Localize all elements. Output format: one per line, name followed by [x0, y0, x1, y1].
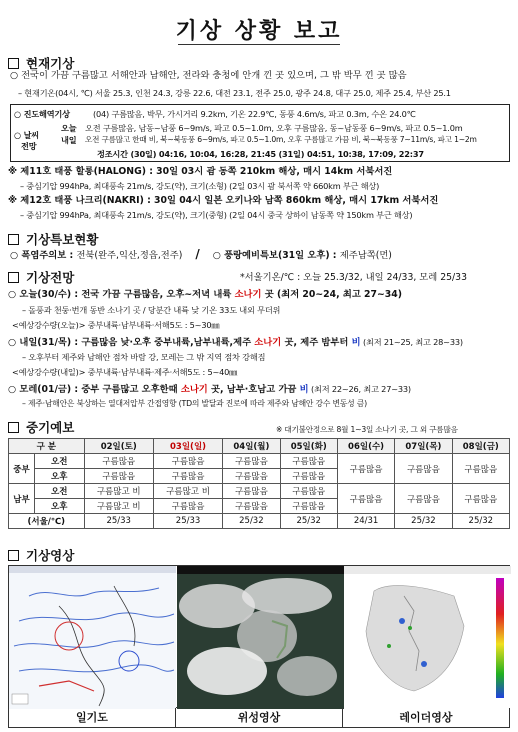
checkbox-icon — [8, 422, 19, 433]
table-cell: 구름많음 — [153, 499, 222, 514]
typhoon-12-detail: – 중심기압 994hPa, 최대풍속 21m/s, 강도(약), 크기(중형) (2일 04시 중국 상하이 남동쪽 약 150km 부근 해상) — [20, 210, 413, 220]
page-title: 기상 상황 보고 — [175, 19, 343, 44]
period-label: 오전 — [35, 484, 85, 499]
table-cell: 구름많음 — [280, 469, 337, 484]
table-cell: 구름많음 — [153, 454, 222, 469]
table-row — [9, 484, 510, 499]
outlook-tomorrow-sub: – 오후부터 제주와 남해안 점차 바람 강, 모레는 그 밖 지역 점차 강해짐 — [22, 352, 266, 362]
image-panel — [8, 565, 510, 708]
checkbox-icon — [8, 272, 19, 283]
caption-satellite: 위성영상 — [176, 708, 343, 727]
table-row — [9, 514, 510, 529]
divider: / — [195, 247, 200, 261]
table-cell: 25/32 — [452, 514, 509, 529]
tomorrow-text: 오전 구름많고 한때 비, 북~북동풍 6~9m/s, 파고 0.5~1.0m, 오후 구름많고 가끔 비, 북~북동풍 7~11m/s, 파고 1~2m — [85, 135, 477, 144]
table-cell: 구름많음 — [223, 484, 280, 499]
table-cell: 구름많음 — [395, 454, 452, 484]
region-label: 중부 — [9, 454, 35, 484]
table-cell: 구름많음 — [452, 484, 509, 514]
image-captions — [8, 708, 510, 728]
tide-times: 정조시간 (30일) 04:16, 10:04, 16:28, 21:45 (31일) 04:51, 10:38, 17:09, 22:37 — [97, 149, 424, 159]
outlook-tomorrow: ○ 내일(31/목) : 구름많음 낮·오후 중부내륙,남부내륙,제주 소나기 곳, 제주 밤부터 비 (최저 21~25, 최고 28~33) — [8, 337, 463, 348]
day-header: 02일(토) — [84, 439, 153, 454]
table-cell: 24/31 — [337, 514, 394, 529]
midterm-table — [8, 438, 510, 529]
day-header: 05일(화) — [280, 439, 337, 454]
table-cell: 구름많음 — [280, 454, 337, 469]
satellite-image — [177, 566, 344, 709]
table-cell: 구름많음 — [337, 484, 394, 514]
jindo-head: ○ 진도해역기상 — [14, 109, 70, 119]
period-label: 오전 — [35, 454, 85, 469]
section-current: 현재기상 — [8, 54, 74, 72]
table-cell: 구름많음 — [84, 454, 153, 469]
day-header: 06일(수) — [337, 439, 394, 454]
table-cell: 25/33 — [153, 514, 222, 529]
wind-value: 제주남쪽(먼) — [339, 250, 392, 261]
caption-radar: 레이더영상 — [399, 711, 453, 724]
tomorrow-label: 내일 — [61, 135, 77, 145]
heat-value: 전북(완주,익산,정읍,전주) — [76, 250, 183, 261]
outlook-today-rain: <예상강수량(오늘)> 중부내륙·남부내륙·서해5도 : 5~30㎜ — [12, 320, 220, 330]
heat-label: ○ 폭염주의보 : — [10, 250, 77, 261]
checkbox-icon — [8, 550, 19, 561]
header-corner: 구 분 — [9, 439, 85, 454]
table-cell: 구름많음 — [280, 499, 337, 514]
table-cell: 25/33 — [84, 514, 153, 529]
jindo-obs: (04) 구름많음, 박무, 가시거리 9.2km, 기온 22.9℃, 동풍 4.6m/s, 파고 0.3m, 수온 24.0℃ — [93, 109, 416, 119]
forecast-head: ○ 날씨 — [14, 130, 40, 140]
temp-label: (서울/℃) — [9, 514, 85, 529]
section-special: 기상특보현황 — [8, 230, 98, 248]
table-cell: 25/32 — [395, 514, 452, 529]
table-cell: 구름많음 — [337, 454, 394, 484]
table-cell: 구름많음 — [153, 469, 222, 484]
table-cell: 구름많고 비 — [84, 499, 153, 514]
caption-weather-chart: 일기도 — [9, 708, 176, 727]
table-cell: 구름많고 비 — [153, 484, 222, 499]
table-row — [9, 454, 510, 469]
table-cell: 구름많음 — [395, 484, 452, 514]
weather-chart-image — [9, 566, 176, 709]
table-cell: 구름많음 — [280, 484, 337, 499]
period-label: 오후 — [35, 469, 85, 484]
typhoon-11-detail: – 중심기압 994hPa, 최대풍속 21m/s, 강도(약), 크기(소형) (2일 03시 괌 북서쪽 약 660km 부근 해상) — [20, 181, 380, 191]
forecast-head2: 전망 — [21, 141, 37, 151]
table-cell: 25/32 — [223, 514, 280, 529]
checkbox-icon — [8, 234, 19, 245]
table-cell: 구름많음 — [223, 499, 280, 514]
typhoon-12: ※ 제12호 태풍 나크리(NAKRI) : 30일 04시 일본 오키나와 남쪽 860km 해상, 매시 17km 서북서진 — [8, 195, 439, 206]
table-cell: 구름많고 비 — [84, 484, 153, 499]
section-outlook: 기상전망 — [8, 268, 74, 286]
day-header: 03일(일) — [153, 439, 222, 454]
current-summary: ○ 전국이 가끔 구름많고 서해안과 남해안, 전라와 충청에 안개 낀 곳 있으며, 그 밖 박무 낀 곳 많음 — [10, 70, 407, 81]
today-label: 오늘 — [61, 123, 77, 133]
jindo-box — [10, 104, 510, 162]
outlook-today: ○ 오늘(30/수) : 전국 가끔 구름많음, 오후~저녁 내륙 소나기 곳 (최저 20~24, 최고 27~34) — [8, 289, 402, 300]
special-line — [10, 248, 392, 262]
current-temps: – 현재기온(04시, ℃) 서울 25.3, 인천 24.3, 강릉 22.6, 대전 23.1, 전주 25.0, 광주 24.8, 대구 25.0, 제주 25.4, 부산 25.1 — [18, 88, 451, 98]
section-images: 기상영상 — [8, 546, 74, 564]
title-underline — [178, 44, 340, 45]
table-cell: 25/32 — [280, 514, 337, 529]
table-header — [9, 439, 510, 454]
outlook-dayafter-sub: – 제주·남해안은 북상하는 열대저압부 간접영향 (TD의 발달과 진로에 따라 제주와 남해안 강수 변동성 큼) — [22, 399, 367, 408]
wind-label: ○ 풍랑예비특보(31일 오후) : — [212, 250, 340, 261]
seoul-temp: *서울기온/℃ : 오늘 25.3/32, 내일 24/33, 모레 25/33 — [240, 272, 468, 283]
table-cell: 구름많음 — [452, 454, 509, 484]
today-text: 오전 구름많음, 남동~남풍 6~9m/s, 파고 0.5~1.0m, 오후 구름많음, 동~남동풍 6~9m/s, 파고 0.5~1.0m — [85, 123, 463, 133]
outlook-tomorrow-rain: <예상강수량(내일)> 중부내륙·남부내륙·제주·서해5도 : 5~40㎜ — [12, 367, 238, 377]
table-cell: 구름많음 — [223, 454, 280, 469]
table-cell: 구름많음 — [223, 469, 280, 484]
radar-image — [344, 566, 511, 709]
day-header: 04일(월) — [223, 439, 280, 454]
day-header: 07일(목) — [395, 439, 452, 454]
outlook-today-sub: – 돌풍과 천둥·번개 동반 소나기 곳 / 당분간 내륙 낮 기온 33도 내외 무더위 — [22, 305, 281, 315]
outlook-dayafter: ○ 모레(01/금) : 중부 구름많고 오후한때 소나기 곳, 남부·호남고 가끔 비 (최저 22~26, 최고 27~33) — [8, 384, 411, 395]
checkbox-icon — [8, 58, 19, 69]
typhoon-11: ※ 제11호 태풍 할롱(HALONG) : 30일 03시 괌 동쪽 210km 해상, 매시 14km 서북서진 — [8, 166, 393, 177]
midterm-note: ※ 대기불안정으로 8월 1~3일 소나기 곳, 그 외 구름많음 — [276, 425, 458, 434]
table-cell: 구름많음 — [84, 469, 153, 484]
section-midterm: 중기예보 — [8, 418, 74, 436]
region-label: 남부 — [9, 484, 35, 514]
day-header: 08일(금) — [452, 439, 509, 454]
period-label: 오후 — [35, 499, 85, 514]
